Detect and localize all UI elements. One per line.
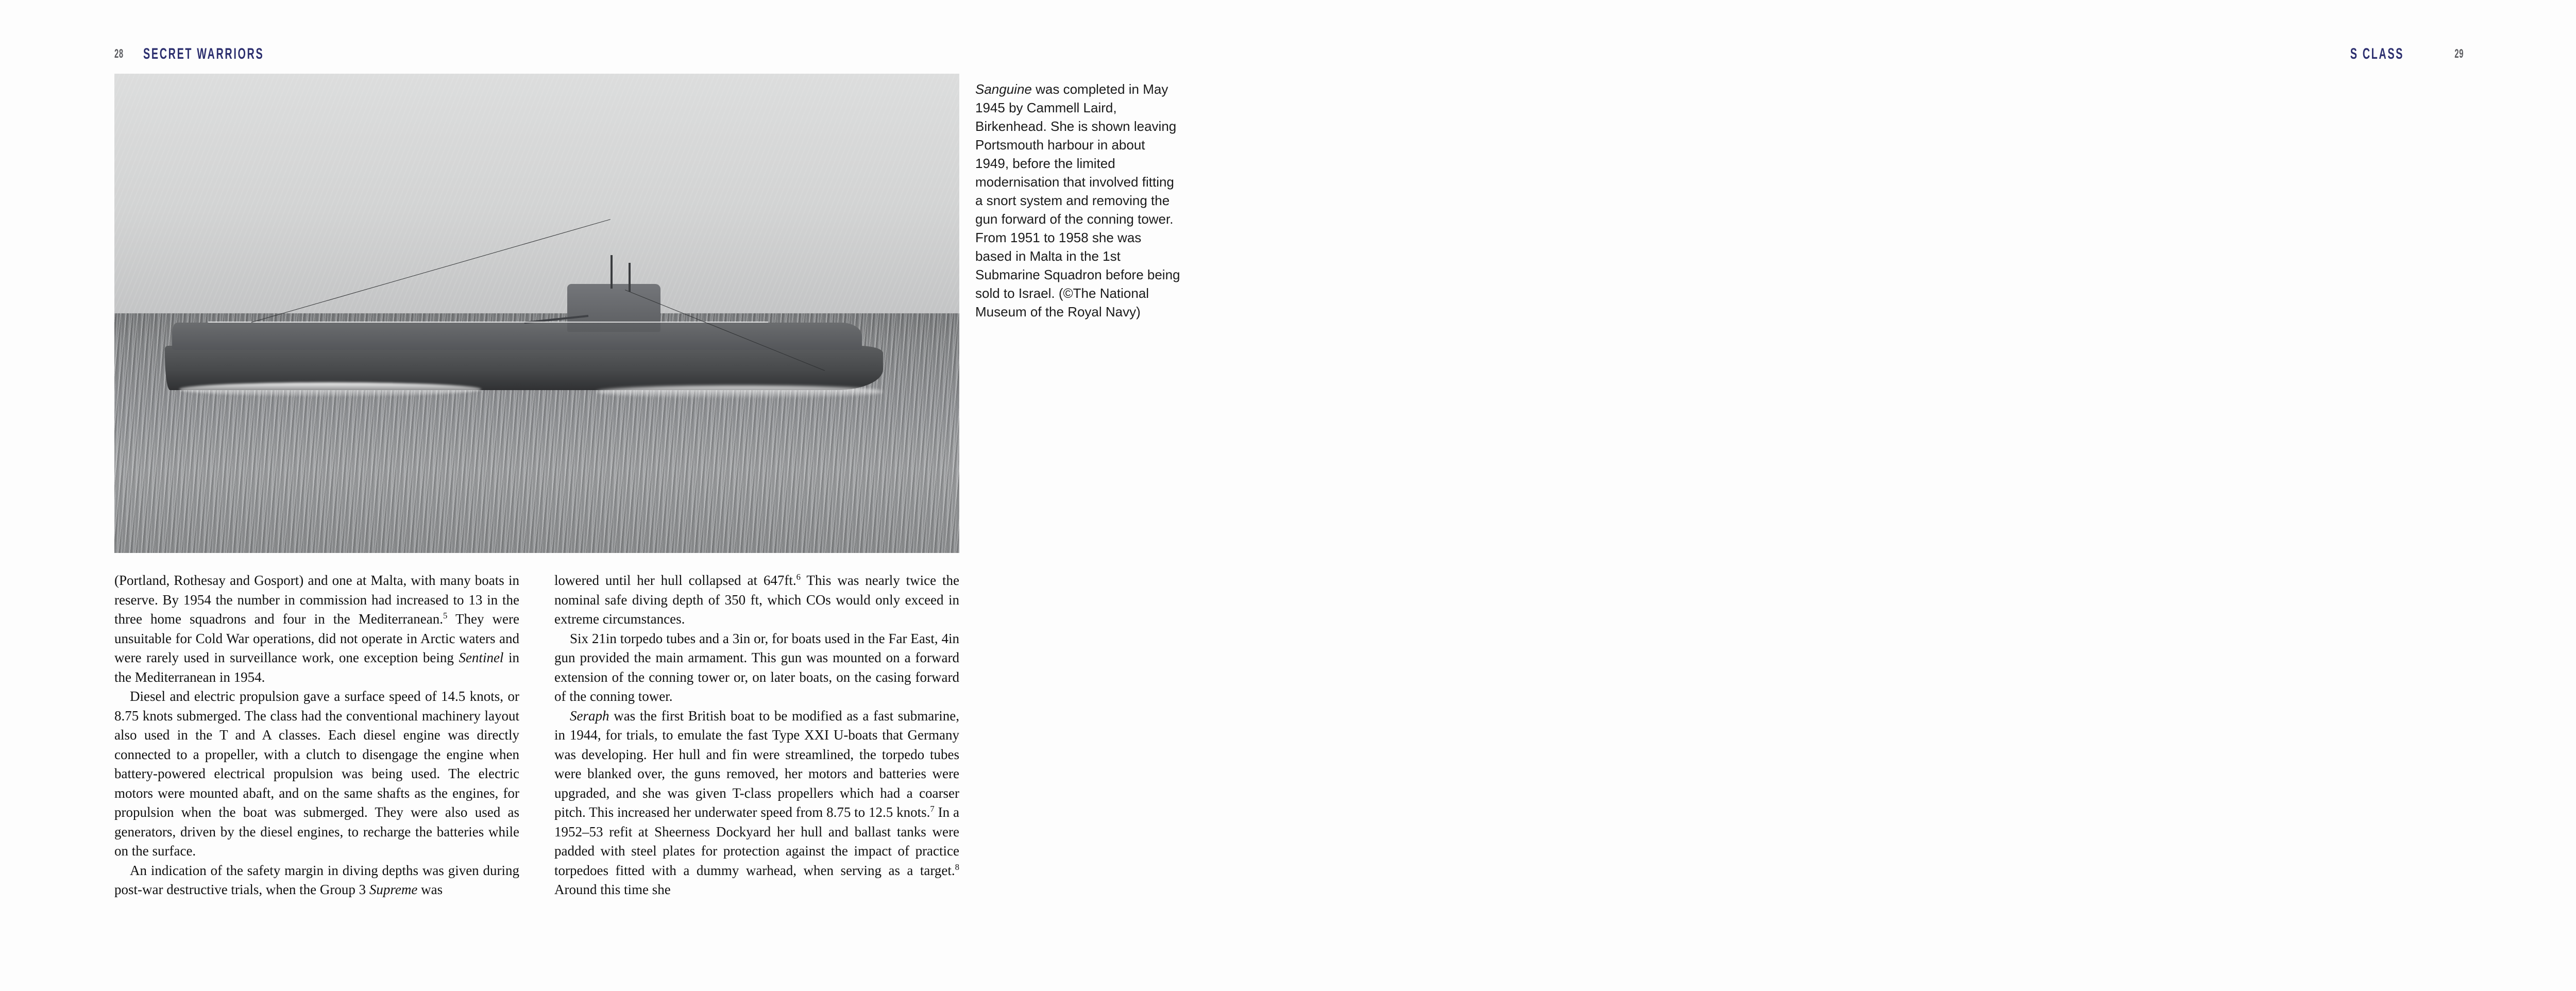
- body-column-1: [114, 571, 519, 900]
- right-running-title: S CLASS: [2350, 45, 2404, 62]
- bow-wave: [179, 382, 481, 396]
- left-running-title: SECRET WARRIORS: [143, 45, 264, 62]
- body-paragraph: An indication of the safety margin in diving depths was given during post-war destructive trials, when the Group 3 Supreme was: [114, 862, 519, 897]
- body-paragraph: Six 21in torpedo tubes and a 3in or, for boats used in the Far East, 4in gun provided the main armament. This gun was mounted on a forward extension of the conning tower or, on later boats, on the casing forward of the conning tower.: [554, 630, 959, 704]
- body-column-2: [554, 571, 959, 900]
- left-folio: 28: [114, 47, 124, 61]
- stern-wave: [596, 385, 884, 398]
- submarine-silhouette: [165, 313, 883, 390]
- body-paragraph: Seraph was the first British boat to be modified as a fast submarine, in 1944, for trials, to emulate the fast Type XXI U-boats that Germany was developing. Her hull and fin were streamlined, the torpedo tubes were blanked over, the guns removed, her motors and batteries were upgraded, and she was given T-class propellers which had a coarser pitch. This increased her underwater speed from 8.75 to 12.5 knots.$^7$ In a 1952–53 refit at Sheerness Dockyard her hull and ballast tanks were padded with steel plates for protection against the impact of practice torpedoes fitted with a dummy warhead, when serving as a target.$^8$ Around this time she: [554, 708, 959, 897]
- right-running-head: [2323, 45, 2464, 63]
- photo-sky: [114, 74, 959, 323]
- right-folio: 29: [2454, 47, 2464, 61]
- periscope-icon: [611, 255, 613, 289]
- body-paragraph: (Portland, Rothesay and Gosport) and one at Malta, with many boats in reserve. By 1954 the number in commission had increased to 13 in the three home squadrons and four in the Mediterranean.$^5$ They were unsuitable for Cold War operations, did not operate in Arctic waters and were rarely used in surveillance work, one exception being Sentinel in the Mediterranean in 1954.: [114, 573, 519, 685]
- left-running-head: [114, 45, 326, 63]
- body-paragraph: Diesel and electric propulsion gave a surface speed of 14.5 knots, or 8.75 knots submerged. The class had the conventional machinery layout also used in the T and A classes. Each diesel engine was directly connected to a propeller, with a clutch to disengage the engine when battery-powered electrical propulsion was being used. The electric motors were mounted abaft, and on the same shafts as the engines, for propulsion when the boat was submerged. They were also used as generators, driven by the diesel engines, to recharge the batteries while on the surface.: [114, 688, 519, 859]
- submarine-conning-tower: [567, 284, 660, 331]
- submarine-photo-caption: Sanguine was completed in May 1945 by Cammell Laird, Birkenhead. She is shown leaving Portsmouth harbour in about 1949, before the limited modernisation that involved fitting a snort system and removing the gun forward of the conning tower. From 1951 to 1958 she was based in Malta in the 1st Submarine Squadron before being sold to Israel. (©The National Museum of the Royal Navy): [975, 81, 1180, 320]
- body-paragraph: lowered until her hull collapsed at 647ft.$^6$ This was nearly twice the nominal safe diving depth of 350 ft, which COs would only exceed in extreme circumstances.: [554, 572, 959, 627]
- right-page: [1288, 0, 2576, 991]
- guard-rail: [208, 322, 768, 323]
- mast-icon: [629, 263, 631, 292]
- submarine-casing: [172, 323, 861, 350]
- submarine-photo: [114, 74, 959, 553]
- left-body-columns: [114, 571, 959, 900]
